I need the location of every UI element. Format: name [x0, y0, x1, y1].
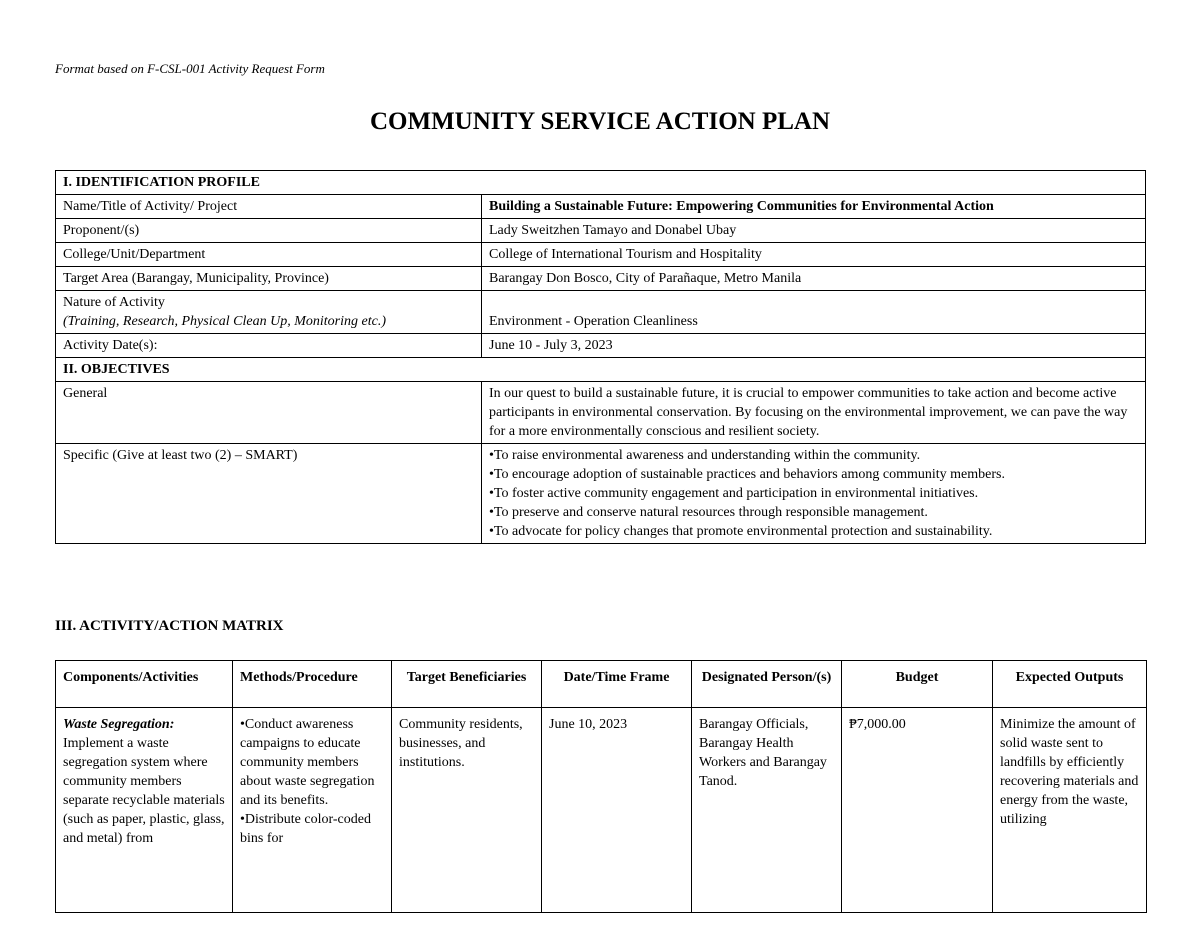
nature-value: Environment - Operation Cleanliness [482, 291, 1146, 334]
column-header: Target Beneficiaries [392, 661, 542, 708]
column-header: Expected Outputs [993, 661, 1147, 708]
section-row [56, 171, 1146, 195]
action-matrix-table [55, 660, 1147, 913]
outputs-cell: Minimize the amount of solid waste sent to landfills by efficiently recovering materials and energy from the waste, utilizing [993, 708, 1147, 913]
list-item: • Conduct awareness campaigns to educate community members about waste segregation and its benefits. [240, 715, 384, 810]
list-item: • To preserve and conserve natural resources through responsible management. [489, 503, 1138, 522]
specific-objectives-list [489, 446, 1138, 541]
component-cell [56, 708, 233, 913]
table-row [56, 444, 1146, 544]
list-item: • Distribute color-coded bins for [240, 810, 384, 848]
beneficiaries-cell: Community residents, businesses, and institutions. [392, 708, 542, 913]
identification-section-label: I. IDENTIFICATION PROFILE [56, 171, 1146, 195]
date-cell: June 10, 2023 [542, 708, 692, 913]
identification-objectives-table [55, 170, 1146, 544]
list-item: • To foster active community engagement and participation in environmental initiatives. [489, 484, 1138, 503]
component-text: Implement a waste segregation system where community members separate recyclable materials (such as paper, plastic, glass, and metal) from [63, 736, 225, 846]
section-row [56, 358, 1146, 382]
activity-name-label: Name/Title of Activity/ Project [56, 195, 482, 219]
objectives-section-label: II. OBJECTIVES [56, 358, 1146, 382]
table-row [56, 219, 1146, 243]
column-header: Methods/Procedure [233, 661, 392, 708]
matrix-heading: III. ACTIVITY/ACTION MATRIX [55, 618, 284, 634]
nature-label: Nature of Activity [63, 295, 165, 310]
activity-date-value: June 10 - July 3, 2023 [482, 334, 1146, 358]
list-item: • To encourage adoption of sustainable practices and behaviors among community members. [489, 465, 1138, 484]
methods-cell [233, 708, 392, 913]
specific-objectives-cell [482, 444, 1146, 544]
table-row [56, 334, 1146, 358]
list-item: • To raise environmental awareness and understanding within the community. [489, 446, 1138, 465]
column-header: Designated Person/(s) [692, 661, 842, 708]
general-objective-value: In our quest to build a sustainable future, it is crucial to empower communities to take action and become active participants in environmental conservation. By focusing on the environmental improvement, we can pave the way for a more environmentally conscious and resilient society. [482, 382, 1146, 444]
target-area-value: Barangay Don Bosco, City of Parañaque, Metro Manila [482, 267, 1146, 291]
college-label: College/Unit/Department [56, 243, 482, 267]
column-header: Date/Time Frame [542, 661, 692, 708]
table-row [56, 291, 1146, 334]
activity-date-label: Activity Date(s): [56, 334, 482, 358]
table-row [56, 708, 1147, 913]
document-title: COMMUNITY SERVICE ACTION PLAN [369, 108, 831, 135]
nature-hint: (Training, Research, Physical Clean Up, Monitoring etc.) [63, 314, 386, 329]
college-value: College of International Tourism and Hospitality [482, 243, 1146, 267]
persons-cell: Barangay Officials, Barangay Health Workers and Barangay Tanod. [692, 708, 842, 913]
target-area-label: Target Area (Barangay, Municipality, Province) [56, 267, 482, 291]
budget-cell: ₱7,000.00 [842, 708, 993, 913]
format-note: Format based on F-CSL-001 Activity Request Form [55, 61, 325, 76]
column-header: Components/Activities [56, 661, 233, 708]
proponent-label: Proponent/(s) [56, 219, 482, 243]
list-item: • To advocate for policy changes that promote environmental protection and sustainability. [489, 522, 1138, 541]
specific-objective-label: Specific (Give at least two (2) – SMART) [56, 444, 482, 544]
table-row [56, 195, 1146, 219]
general-objective-label: General [56, 382, 482, 444]
table-row [56, 382, 1146, 444]
activity-name-value: Building a Sustainable Future: Empowering Communities for Environmental Action [482, 195, 1146, 219]
table-row [56, 243, 1146, 267]
nature-label-cell [56, 291, 482, 334]
matrix-header-row [56, 661, 1147, 708]
table-row [56, 267, 1146, 291]
proponent-value: Lady Sweitzhen Tamayo and Donabel Ubay [482, 219, 1146, 243]
component-title: Waste Segregation: [63, 717, 175, 732]
methods-list [240, 715, 384, 848]
column-header: Budget [842, 661, 993, 708]
